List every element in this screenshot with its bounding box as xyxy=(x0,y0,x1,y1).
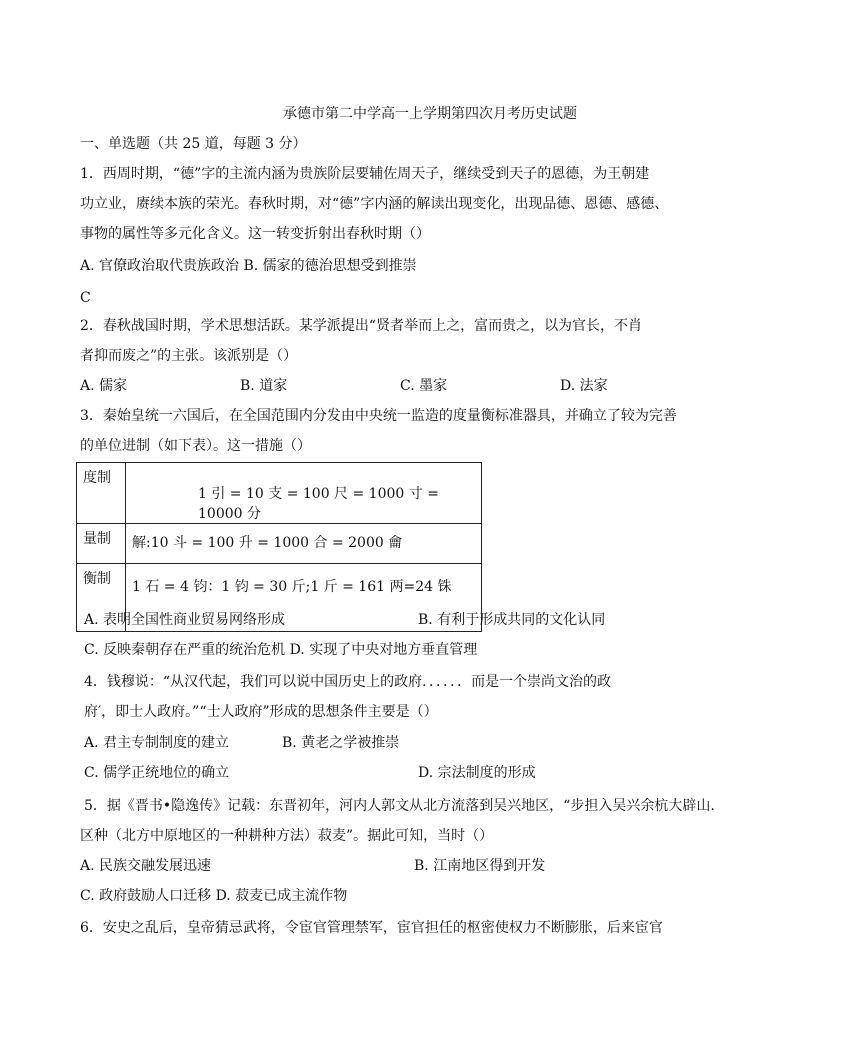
question-2-option-b: B. 道家 xyxy=(240,378,288,394)
table-row xyxy=(77,463,482,524)
question-1-line-3: 事物的属性等多元化含义。这一转变折射出春秋时期（） xyxy=(80,226,430,242)
question-5-line-2: 区种（北方中原地区的一种耕种方法）菽麦”。据此可知，当时（） xyxy=(80,828,494,844)
question-3-option-a: A. 表明全国性商业贸易网络形成 xyxy=(84,612,286,628)
table-value-part-a: 1 石 = 4 钧：1 钧 = 30 斤;1 斤 = 16 xyxy=(132,579,377,595)
section-heading: 一、单选题（共 25 道，每题 3 分） xyxy=(80,136,307,152)
question-1-extra: C xyxy=(80,290,91,306)
question-2-line-1: 2．春秋战国时期，学术思想活跃。某学派提出“贤者举而上之，富而贵之，以为官长，不肖 xyxy=(80,318,643,334)
table-row-label: 度制 xyxy=(77,463,126,524)
question-3-line-2: 的单位进制（如下表）。这一措施（） xyxy=(80,438,311,454)
question-2-option-a: A. 儒家 xyxy=(80,378,128,394)
question-3-option-b: B. 有利于形成共同的文化认同 xyxy=(418,612,606,628)
question-3-line-1: 3．秦始皇统一六国后，在全国范围内分发由中央统一监造的度量衡标准器具，并确立了较为完善 xyxy=(80,408,677,424)
table-row-value: 1 引 = 10 支 = 100 尺 = 1000 寸 = 10000 分 xyxy=(198,486,439,522)
table-row-value xyxy=(126,564,481,596)
question-1-line-1: 1．西周时期，“德”字的主流内涵为贵族阶层要辅佐周天子，继续受到天子的恩德，为王朝建 xyxy=(80,166,650,182)
table-value-part-b: 1 两=24 铢 xyxy=(376,579,452,595)
question-4-line-2: 府′，即士人政府。”“士人政府”形成的思想条件主要是（） xyxy=(84,704,438,720)
question-5-options-cd: C. 政府鼓励人口迁移 D. 菽麦已成主流作物 xyxy=(80,888,348,904)
question-2-option-c: C. 墨家 xyxy=(400,378,448,394)
question-5-option-b: B. 江南地区得到开发 xyxy=(414,858,546,874)
question-4-line-1: 4．钱穆说：“从汉代起，我们可以说中国历史上的政府．．．．．．而是一个崇尚文治的政 xyxy=(84,674,612,690)
table-row xyxy=(77,524,482,564)
question-5-option-a: A. 民族交融发展迅速 xyxy=(80,858,212,874)
table-row-label: 衡制 xyxy=(77,564,126,632)
question-1-line-2: 功立业，赓续本族的荣光。春秋时期，对“德”字内涵的解读出现变化，出现品德、恩德、感德、 xyxy=(80,196,669,212)
question-1-options: A. 官僚政治取代贵族政治 B. 儒家的德治思想受到推崇 xyxy=(80,258,417,274)
question-6-line-1: 6．安史之乱后，皇帝猜忌武将，令宦官管理禁军，宦官担任的枢密使权力不断膨胀，后来宦官 xyxy=(80,920,663,936)
question-4-option-c: C. 儒学正统地位的确立 xyxy=(84,765,230,781)
question-3-options-cd: C. 反映秦朝存在严重的统治危机 D. 实现了中央对地方垂直管理 xyxy=(84,642,478,658)
question-4-option-b: B. 黄老之学被推崇 xyxy=(282,735,400,751)
question-4-option-d: D. 宗法制度的形成 xyxy=(418,765,536,781)
question-4-option-a: A. 君主专制制度的建立 xyxy=(84,735,230,751)
units-table xyxy=(76,462,482,632)
question-2-option-d: D. 法家 xyxy=(560,378,608,394)
question-2-line-2: 者抑而废之”的主张。该派别是（） xyxy=(80,348,298,364)
page-title: 承德市第二中学高一上学期第四次月考历史试题 xyxy=(283,106,577,122)
question-5-line-1: 5．据《晋书•隐逸传》记载：东晋初年，河内人郭文从北方流落到吴兴地区，“步担入吴兴余杭大辟山. xyxy=(84,798,715,814)
table-row-value: 解:10 斗 = 100 升 = 1000 合 = 2000 龠 xyxy=(132,535,403,551)
table-row-label: 量制 xyxy=(77,524,126,564)
